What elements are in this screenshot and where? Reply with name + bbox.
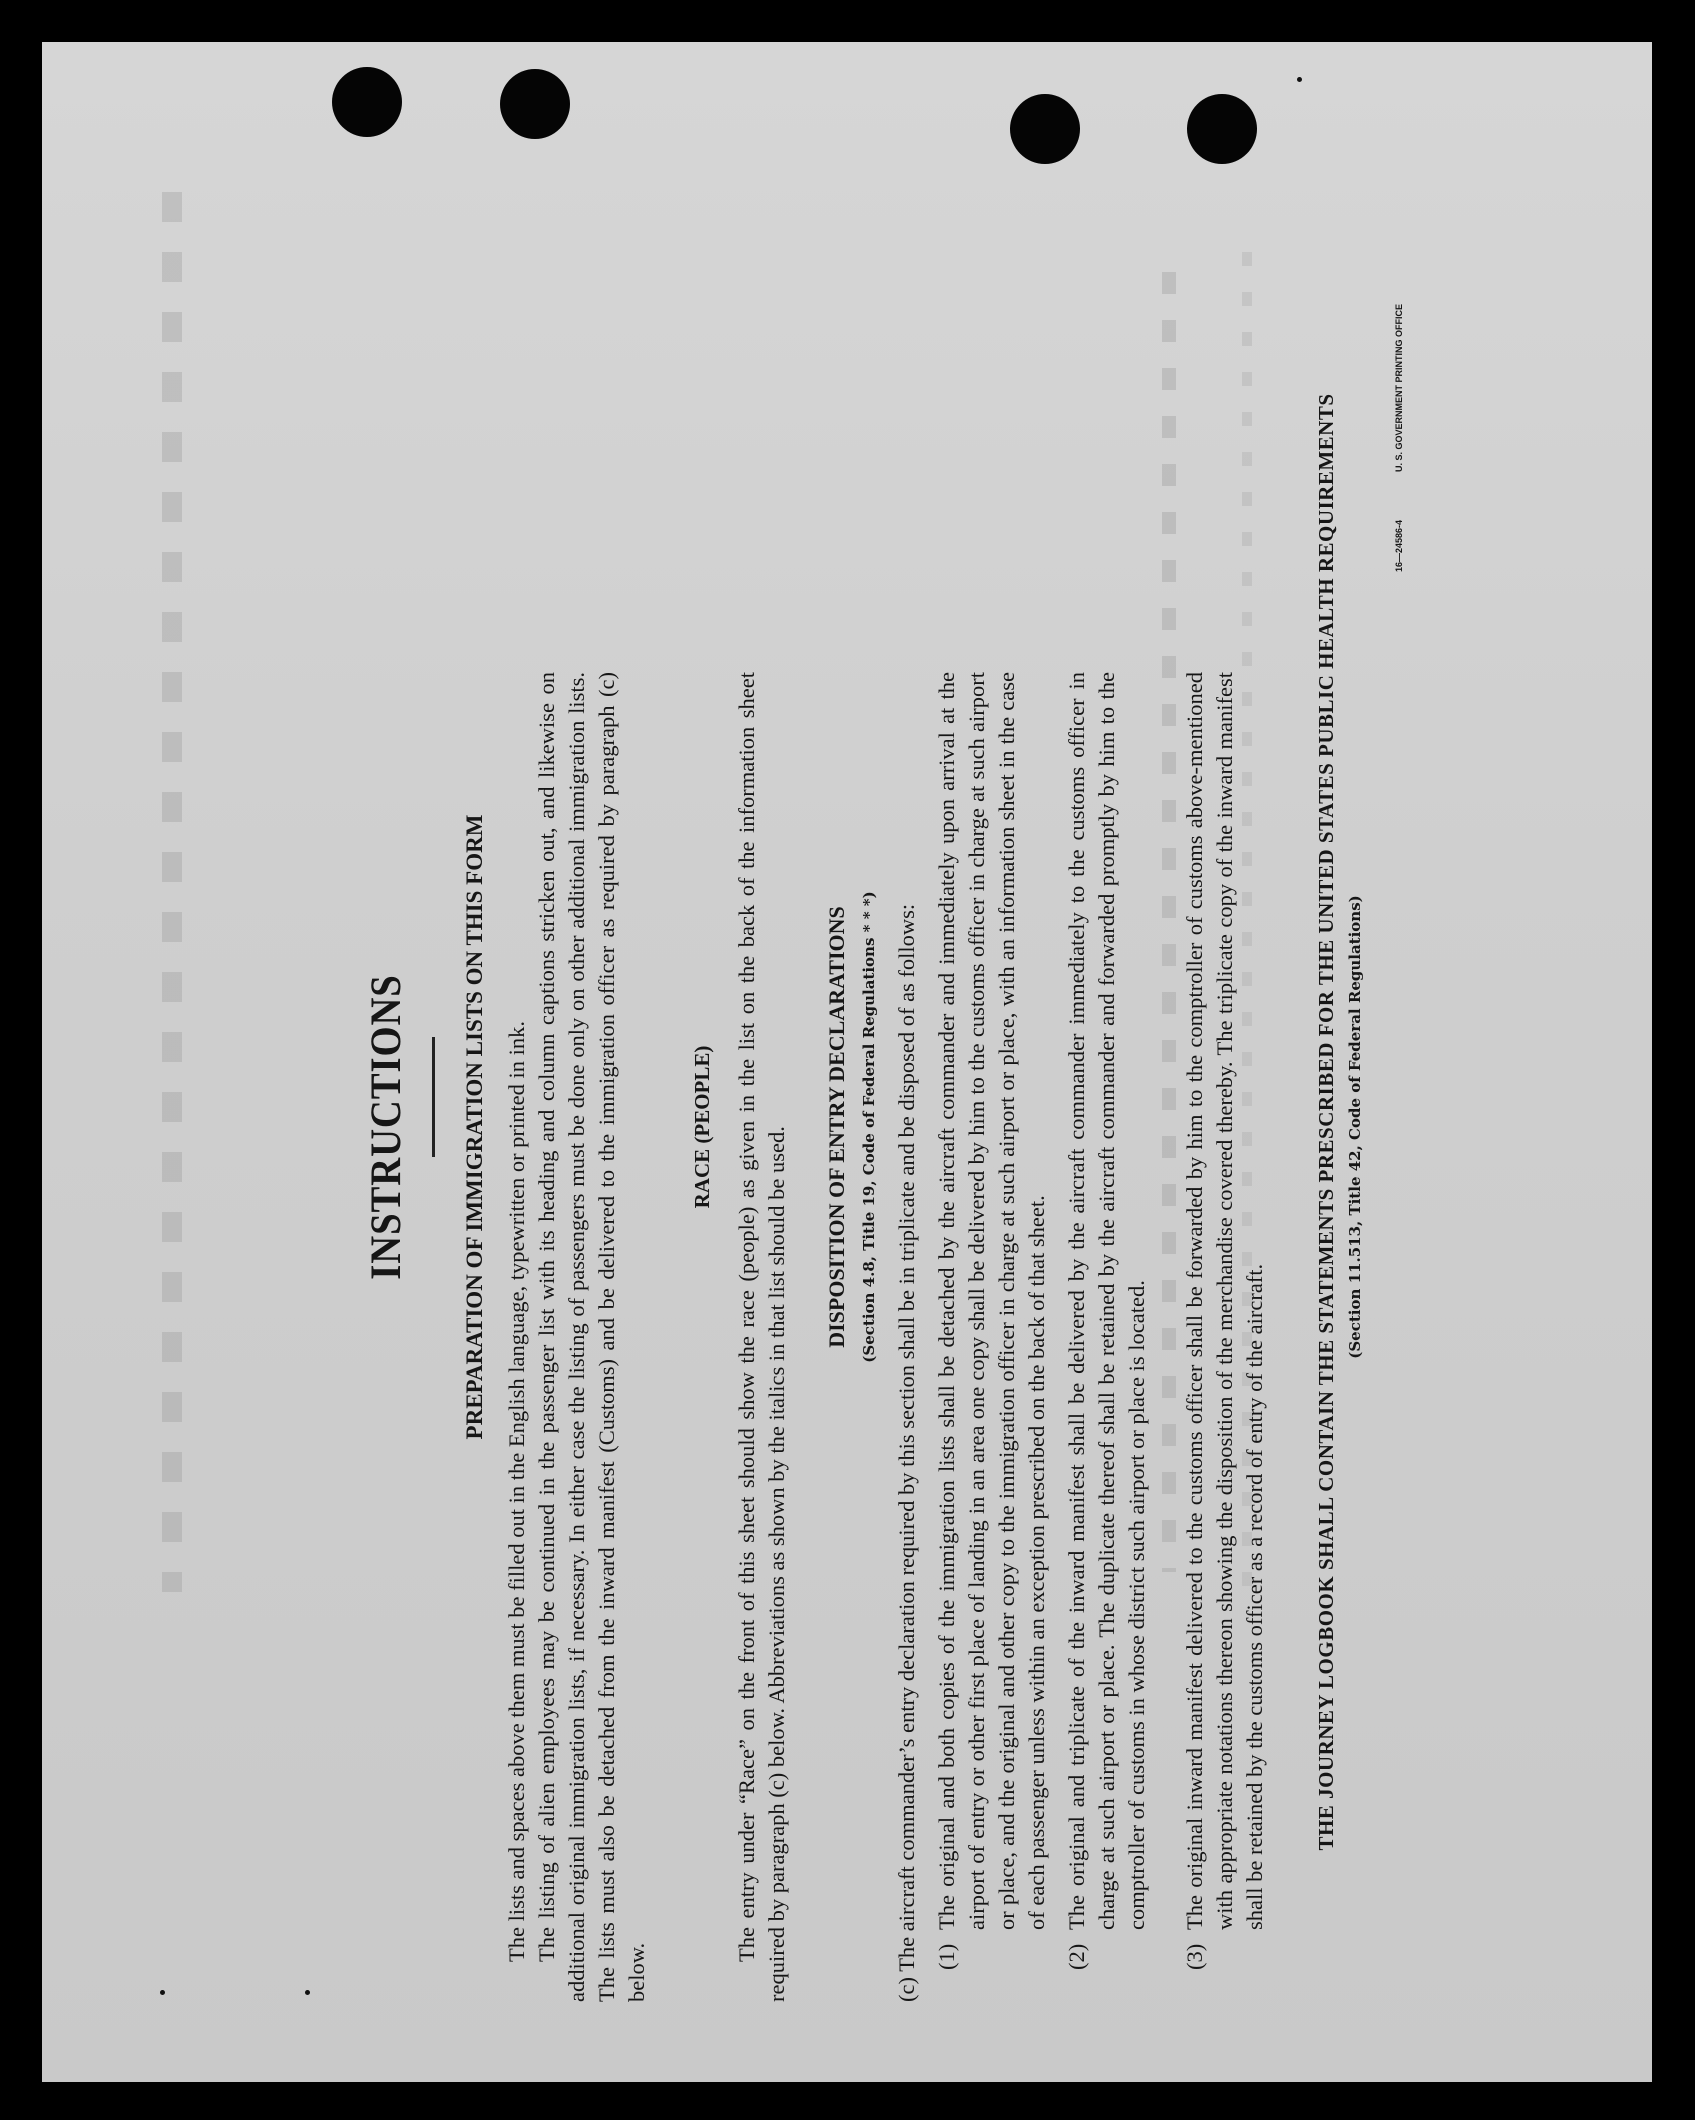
punch-hole-middle-left xyxy=(500,69,570,139)
list-item-text: The original and both copies of the immigration lists shall be detached by the aircraft commander and immediately upon arrival at the airport of entry or other first place of landing in an area one copy shall be delivered by him to the customs officer in charge at such airport or place, and the original and other copy to the immigration officer in charge at such airport or place, with an information sheet in the case of each passenger unless within an exception prescribed on the back of that sheet. xyxy=(934,672,1049,1930)
page-title: INSTRUCTIONS xyxy=(363,974,410,1280)
speck xyxy=(1297,77,1302,82)
paragraph-entry-declaration: (c) The aircraft commander’s entry declaration required by this section shall be in triplicate and be disposed of as follows: xyxy=(894,903,919,2002)
footer-logbook-requirement: THE JOURNEY LOGBOOK SHALL CONTAIN THE STATEMENTS PRESCRIBED FOR THE UNITED STATES PUBLIC HEALTH REQUIREMENTS xyxy=(1314,393,1338,1851)
list-item-number: (1) xyxy=(934,1943,959,1970)
section-citation-disposition: (Section 4.8, Title 19, Code of Federal Regulations * * *) xyxy=(860,891,878,1363)
punch-hole-left xyxy=(332,67,402,137)
punch-hole-middle-right xyxy=(1010,94,1080,164)
section-heading-race: RACE (PEOPLE) xyxy=(690,1045,714,1209)
list-item xyxy=(932,672,1052,2002)
list-item-text: The original and triplicate of the inward manifest shall be delivered by the aircraft commander immediately to the customs officer in charge at such airport or place. The duplicate thereof shall be retained by the aircraft commander and forwarded promptly by him to the comptroller of customs in whose district such airport or place is located. xyxy=(1064,672,1149,1930)
section-heading-disposition: DISPOSITION OF ENTRY DECLARATIONS xyxy=(824,906,849,1348)
section-heading-preparation: PREPARATION OF IMMIGRATION LISTS ON THIS FORM xyxy=(462,814,487,1440)
speck xyxy=(160,1990,165,1995)
footer-citation: (Section 11.513, Title 42, Code of Federal Regulations) xyxy=(1346,895,1364,1359)
list-item-number: (3) xyxy=(1182,1943,1207,1970)
rotated-instructions xyxy=(362,252,1422,2002)
paragraph-alien-employees: The listing of alien employees may be continued in the passenger list with its heading and column captions stricken out, and likewise on additional original immigration lists, if necessary. In either case the listing of passengers must be done only on other additional immigration lists. The lists must also be detached from the inward manifest (Customs) and be delivered to the immigration officer as required by paragraph (c) below. xyxy=(534,672,649,2002)
printer-imprint: U. S. GOVERNMENT PRINTING OFFICE xyxy=(1394,303,1404,472)
title-underline xyxy=(432,1037,435,1157)
document-page xyxy=(42,42,1652,2082)
speck xyxy=(305,1990,310,1995)
paragraph-english-language: The lists and spaces above them must be filled out in the English language, typewritten or printed in ink. xyxy=(504,1020,529,1962)
list-item-number: (2) xyxy=(1064,1943,1089,1970)
paragraph-race: The entry under “Race” on the front of this sheet should show the race (people) as given in the list on the back of the information sheet required by paragraph (c) below. Abbreviations as shown by the italics in that list should be used. xyxy=(734,672,789,2002)
list-item xyxy=(1180,672,1270,2002)
list-item-text: The original inward manifest delivered to the customs officer shall be forwarded by him to the comptroller of customs above-mentioned with appropriate notations thereon showing the disposition of the merchandise covered thereby. The triplicate copy of the inward manifest shall be retained by the customs officer as a record of entry of the aircraft. xyxy=(1182,672,1267,1930)
form-print-code: 16—24586-4 xyxy=(1394,519,1404,572)
punch-hole-right xyxy=(1187,94,1257,164)
list-item xyxy=(1062,672,1152,2002)
